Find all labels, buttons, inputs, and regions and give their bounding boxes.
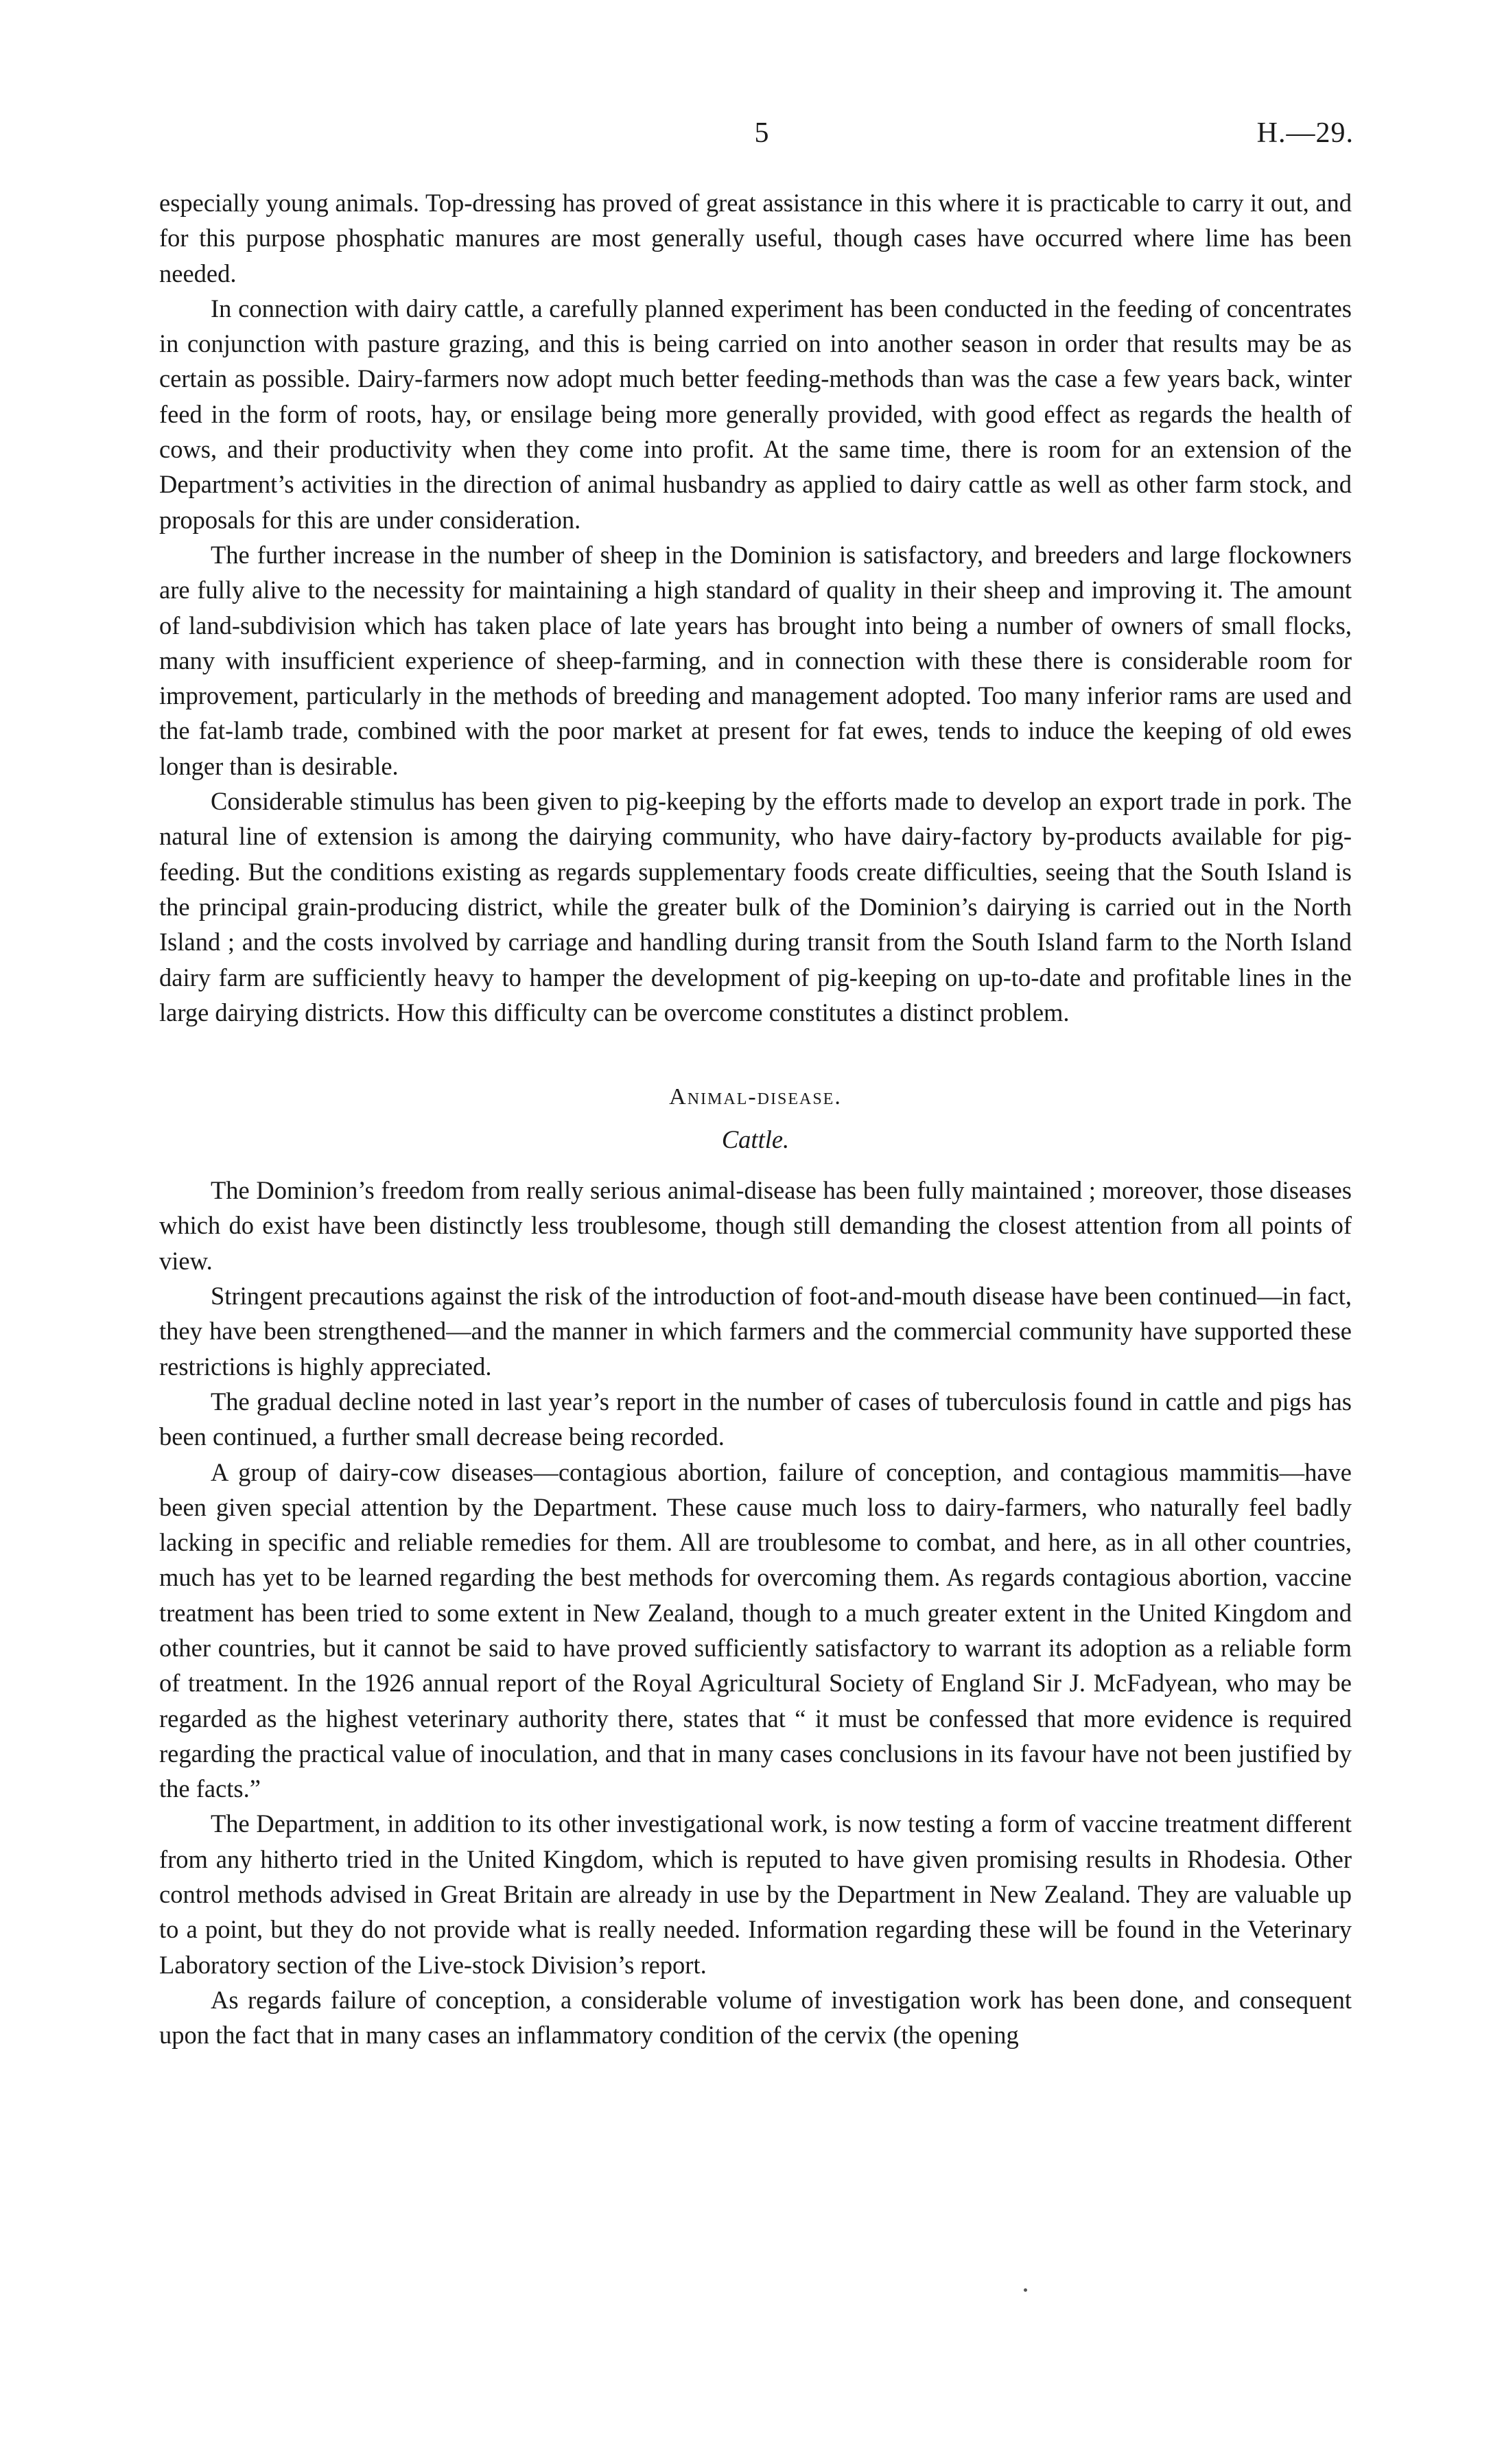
- section-subheading: Cattle.: [721, 1125, 790, 1154]
- paragraph: In connection with dairy cattle, a carefully planned experiment has been conducted in the feeding of concentrates in conjunction with pasture grazing, and this is being carried on into another season in order that results may be as certain as possible. Dairy-farmers now adopt much better feeding-methods than was the case a few years back, winter feed in the form of roots, hay, or ensilage being more generally provided, with good effect as regards the health of cows, and their productivity when they come into profit. At the same time, there is room for an extension of the Department’s activities in the direction of animal husbandry as applied to dairy cattle as well as other farm stock, and proposals for this are under consideration.: [159, 294, 1352, 534]
- page-number: 5: [754, 117, 769, 149]
- paragraph: As regards failure of conception, a considerable volume of investigation work has been done, and consequent upon the fact that in many cases an inflammatory condition of the cervix (the opening: [159, 1985, 1352, 2050]
- body-text: [159, 185, 1352, 2053]
- paragraph: The gradual decline noted in last year’s report in the number of cases of tuberculosis found in cattle and pigs has been continued, a further small decrease being recorded.: [159, 1387, 1352, 1451]
- paragraph: The further increase in the number of sheep in the Dominion is satisfactory, and breeders and large flockowners are fully alive to the necessity for maintaining a high standard of quality in their sheep and improving it. The amount of land-subdivision which has taken place of late years has brought into being a number of owners of small flocks, many with insufficient experience of sheep-farming, and in connection with these there is considerable room for improvement, particularly in the methods of breeding and management adopted. Too many inferior rams are used and the fat-lamb trade, combined with the poor market at present for fat ewes, tends to induce the keeping of old ewes longer than is desirable.: [159, 540, 1352, 780]
- print-speck: [1024, 2288, 1027, 2292]
- paragraph: A group of dairy-cow diseases—contagious abortion, failure of conception, and contagious mammitis—have been given special attention by the Department. These cause much loss to dairy-farmers, who naturally feel badly lacking in specific and reliable remedies for them. All are troublesome to combat, and here, as in all other countries, much has yet to be learned regarding the best methods for overcoming them. As regards contagious abortion, vaccine treatment has been tried to some extent in New Zealand, though to a much greater extent in the United Kingdom and other countries, but it cannot be said to have proved sufficiently satisfactory to warrant its adoption as a reliable form of treatment. In the 1926 annual report of the Royal Agricultural Society of England Sir J. McFadyean, who may be regarded as the highest veterinary authority there, states that “ it must be confessed that more evidence is required regarding the practical value of inoculation, and that in many cases conclusions in its favour have not been justified by the facts.”: [159, 1457, 1352, 1803]
- paragraph: Stringent precautions against the risk of the introduction of foot-and-mouth disease have been continued—in fact, they have been strengthened—and the manner in which farmers and the commercial community have supported these restrictions is highly appreciated.: [159, 1282, 1352, 1381]
- paragraph: Considerable stimulus has been given to pig-keeping by the efforts made to develop an export trade in pork. The natural line of extension is among the dairying community, who have dairy-factory by-products available for pig-feeding. But the conditions existing as regards supplementary foods create difficulties, seeing that the South Island is the principal grain-producing district, while the greater bulk of the Dominion’s dairying is carried out in the North Island ; and the costs involved by carriage and handling during transit from the South Island farm to the North Island dairy farm are sufficiently heavy to hamper the development of pig-keeping on up-to-date and profitable lines in the large dairying districts. How this difficulty can be overcome constitutes a distinct problem.: [159, 787, 1352, 1026]
- section-heading: Animal-disease.: [669, 1084, 842, 1110]
- paragraph: The Dominion’s freedom from really serious animal-disease has been fully maintained ; moreover, those diseases which do exist have been distinctly less troublesome, though still demanding the closest attention from all points of view.: [159, 1176, 1352, 1275]
- paragraph: especially young animals. Top-dressing has proved of great assistance in this where it is practicable to carry it out, and for this purpose phosphatic manures are most generally useful, though cases have occurred where lime has been needed.: [159, 189, 1352, 288]
- paragraph: The Department, in addition to its other investigational work, is now testing a form of vaccine treatment different from any hitherto tried in the United Kingdom, which is reputed to have given promising results in Rhodesia. Other control methods advised in Great Britain are already in use by the Department in New Zealand. They are valuable up to a point, but they do not provide what is really needed. Information regarding these will be found in the Veterinary Laboratory section of the Live-stock Division’s report.: [159, 1809, 1352, 1979]
- document-reference: H.—29.: [1256, 117, 1354, 149]
